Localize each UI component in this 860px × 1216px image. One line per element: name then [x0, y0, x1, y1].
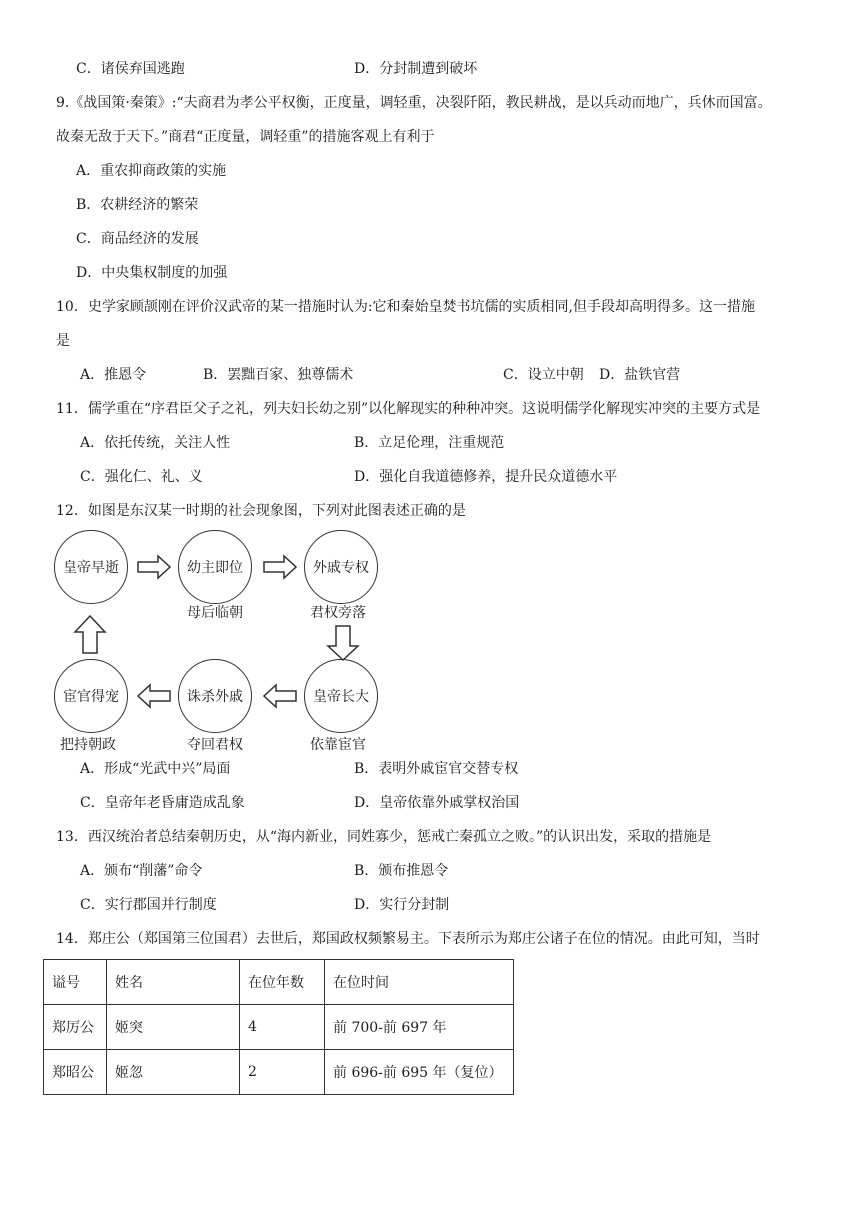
table-header-cell: 谥号 [44, 960, 107, 1005]
table-row [44, 1005, 514, 1050]
q12-option-a: A．形成“光武中兴”局面 [80, 761, 231, 777]
node-eunuch-favor: 宦官得宠 [54, 659, 128, 733]
table-cell: 前 700-前 697 年 [325, 1005, 514, 1050]
q9-option-a: A．重农抑商政策的实施 [76, 163, 227, 179]
arrow-up [75, 616, 105, 653]
q12-stem: 12．如图是东汉某一时期的社会现象图，下列对此图表述正确的是 [56, 503, 466, 519]
q9-stem-line2: 故秦无敌于天下。”商君“正度量，调轻重”的措施客观上有利于 [56, 129, 435, 145]
q10-option-c: C．设立中朝 [503, 367, 584, 383]
table-cell: 2 [240, 1050, 325, 1095]
table-header-row [44, 960, 514, 1005]
q11-stem: 11．儒学重在“序君臣父子之礼，列夫妇长幼之别”以化解现实的种种冲突。这说明儒学化解现实冲突的主要方式是 [56, 401, 761, 417]
q9-stem-line1: 9.《战国策·秦策》:“夫商君为孝公平权衡，正度量，调轻重，决裂阡陌，教民耕战，是以兵动而地广，兵休而国富。 [56, 95, 772, 111]
zheng-rulers-table [43, 959, 514, 1095]
table-cell: 前 696-前 695 年（复位） [325, 1050, 514, 1095]
node-emperor-grown: 皇帝长大 [304, 659, 378, 733]
node-consort-clan-power: 外戚专权 [304, 530, 378, 604]
table-cell: 姬突 [107, 1005, 240, 1050]
arrow-down [328, 626, 358, 660]
table-header-cell: 在位时间 [325, 960, 514, 1005]
q8-option-d: D．分封制遭到破坏 [354, 61, 478, 77]
node-emperor-early-death: 皇帝早逝 [54, 530, 128, 604]
q8-option-c: C．诸侯弃国逃跑 [76, 61, 185, 77]
q10-option-b: B．罢黜百家、独尊儒术 [203, 367, 354, 383]
node-young-ruler: 幼主即位 [178, 530, 252, 604]
q9-option-d: D．中央集权制度的加强 [76, 265, 228, 281]
table-cell: 郑昭公 [44, 1050, 107, 1095]
q12-option-d: D．皇帝依靠外戚掌权治国 [354, 795, 520, 811]
node-eunuch-favor-caption: 把持朝政 [60, 737, 116, 753]
q14-stem: 14．郑庄公（郑国第三位国君）去世后，郑国政权频繁易主。下表所示为郑庄公诸子在位的情况。由此可知，当时 [56, 931, 760, 947]
table-cell: 姬忽 [107, 1050, 240, 1095]
arrow-left-1 [264, 685, 296, 707]
table-cell: 郑厉公 [44, 1005, 107, 1050]
q13-option-b: B．颁布推恩令 [354, 863, 449, 879]
node-young-ruler-caption: 母后临朝 [187, 605, 243, 621]
arrow-left-2 [138, 685, 170, 707]
table-cell: 4 [240, 1005, 325, 1050]
q13-option-a: A．颁布“削藩”命令 [80, 863, 203, 879]
table-header-cell: 姓名 [107, 960, 240, 1005]
q13-option-d: D．实行分封制 [354, 897, 450, 913]
table-header-cell: 在位年数 [240, 960, 325, 1005]
q11-option-d: D．强化自我道德修养，提升民众道德水平 [354, 469, 618, 485]
q10-stem-line1: 10．史学家顾颉刚在评价汉武帝的某一措施时认为:它和秦始皇焚书坑儒的实质相同,但手段却高明得多。这一措施 [56, 299, 755, 315]
q11-option-b: B．立足伦理，注重规范 [354, 435, 505, 451]
node-kill-consort-clan: 诛杀外戚 [178, 659, 252, 733]
arrow-right-1 [138, 556, 170, 578]
q13-option-c: C．实行郡国并行制度 [80, 897, 217, 913]
node-emperor-grown-caption: 依靠宦官 [310, 737, 366, 753]
q10-option-d: D．盐铁官营 [599, 367, 681, 383]
q9-option-b: B．农耕经济的繁荣 [76, 197, 199, 213]
q9-option-c: C．商品经济的发展 [76, 231, 199, 247]
table-row [44, 1050, 514, 1095]
q11-option-c: C．强化仁、礼、义 [80, 469, 203, 485]
q12-option-c: C．皇帝年老昏庸造成乱象 [80, 795, 245, 811]
arrow-right-2 [264, 556, 296, 578]
q11-option-a: A．依托传统，关注人性 [80, 435, 231, 451]
node-consort-clan-caption: 君权旁落 [310, 605, 366, 621]
q12-option-b: B．表明外戚宦官交替专权 [354, 761, 519, 777]
q13-stem: 13．西汉统治者总结秦朝历史，从“海内新业，同姓寡少，惩戒亡秦孤立之败。”的认识出发，采取的措施是 [56, 829, 712, 845]
han-cycle-diagram [50, 528, 390, 753]
q10-stem-line2: 是 [56, 333, 70, 349]
q10-option-a: A．推恩令 [80, 367, 147, 383]
node-kill-consort-caption: 夺回君权 [187, 737, 243, 753]
